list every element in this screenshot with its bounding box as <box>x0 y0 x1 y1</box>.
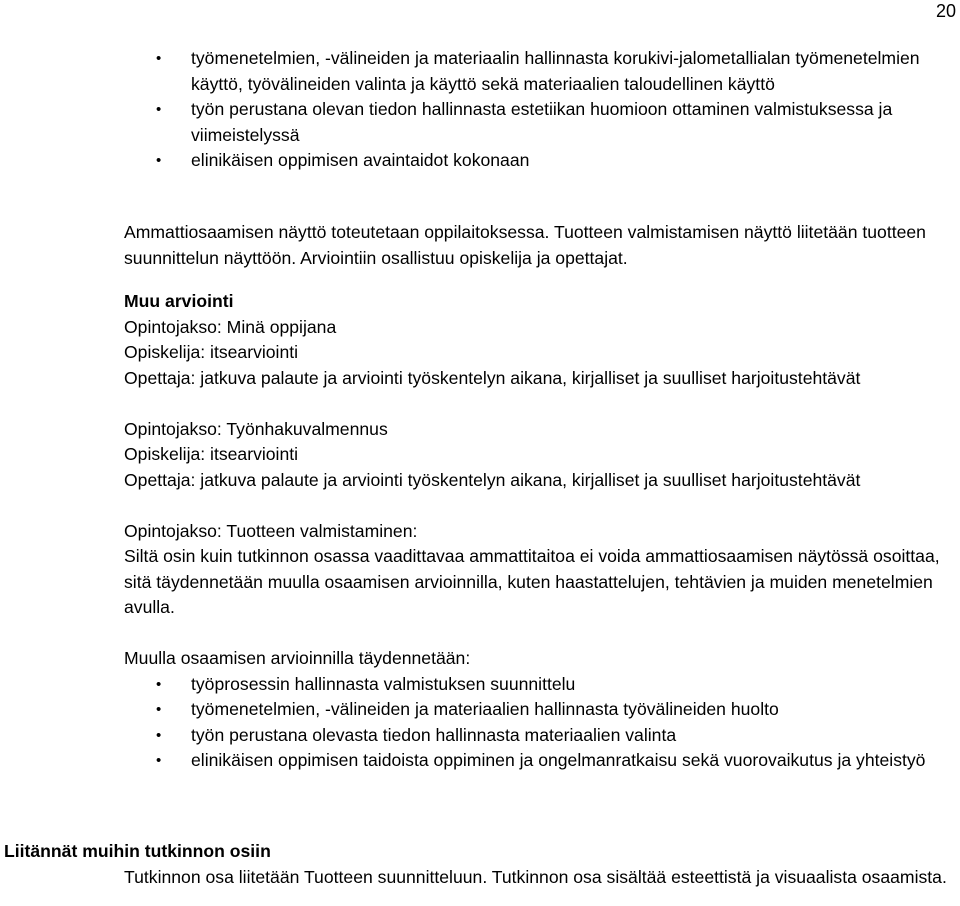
list-item-text: elinikäisen oppimisen avaintaidot kokonaan <box>191 150 530 170</box>
list-item-text: työn perustana olevasta tiedon hallinnasta materiaalien valinta <box>191 724 677 745</box>
block2-line3: Opettaja: jatkuva palaute ja arviointi työskentelyn aikana, kirjalliset ja suulliset harjoitustehtävät <box>124 469 861 490</box>
list-item-text: työn perustana olevan tiedon hallinnasta estetiikan huomioon ottaminen valmistuksessa ja viimeistelyssä <box>191 99 893 145</box>
ammattiosaaminen-paragraph: Ammattiosaamisen näyttö toteutetaan oppilaitoksessa. Tuotteen valmistamisen näyttö liitetään tuotteen suunnittelun näyttöön. Arviointiin osallistuu opiskelija ja opettajat. <box>124 222 926 268</box>
section-heading-muu-arviointi: Muu arviointi <box>124 291 234 311</box>
block2-line1: Opintojakso: Työnhakuvalmennus <box>124 418 388 439</box>
list-item <box>0 748 960 774</box>
list-item-text: työprosessin hallinnasta valmistuksen suunnittelu <box>191 673 576 694</box>
bullet-icon: • <box>156 101 162 118</box>
bullet-icon: • <box>156 752 162 769</box>
liitannat-text: Tutkinnon osa liitetään Tuotteen suunnitteluun. Tutkinnon osa sisältää esteettistä ja visuaalista osaamista. <box>124 866 947 887</box>
spacer <box>0 493 960 519</box>
section-heading-liitannat: Liitännät muihin tutkinnon osiin <box>4 841 271 861</box>
list-item <box>0 97 960 148</box>
list-item-text: elinikäisen oppimisen taidoista oppiminen ja ongelmanratkaisu sekä vuorovaikutus ja yhteistyö <box>191 750 926 770</box>
supplement-bullet-list <box>0 672 960 774</box>
spacer <box>0 621 960 647</box>
block3-line2: Siltä osin kuin tutkinnon osassa vaadittavaa ammattitaitoa ei voida ammattiosaamisen näytössä osoittaa, sitä täydennetään muulla osaamisen arvioinnilla, kuten haastattelujen, tehtävien ja muiden menetelmien avulla. <box>124 546 940 617</box>
block2-line2: Opiskelija: itsearviointi <box>124 444 299 464</box>
list-item-text: työmenetelmien, -välineiden ja materiaalien hallinnasta työvälineiden huolto <box>191 699 779 719</box>
list-item-text: työmenetelmien, -välineiden ja materiaalin hallinnasta korukivi-jalometallialan työmenetelmien käyttö, työvälineiden valinta ja käyttö sekä materiaalien taloudellinen käyttö <box>191 48 920 94</box>
list-item <box>0 697 960 723</box>
bullet-icon: • <box>156 50 162 67</box>
block1-line1: Opintojakso: Minä oppijana <box>124 316 337 337</box>
bullet-icon: • <box>156 675 162 693</box>
bullet-icon: • <box>156 152 162 169</box>
supplement-intro: Muulla osaamisen arvioinnilla täydennetään: <box>124 648 471 668</box>
list-item <box>0 672 960 698</box>
list-item <box>0 723 960 749</box>
block1-line3: Opettaja: jatkuva palaute ja arviointi työskentelyn aikana, kirjalliset ja suulliset harjoitustehtävät <box>124 367 861 388</box>
list-item <box>0 46 960 97</box>
bullet-icon: • <box>156 701 162 718</box>
block1-line2: Opiskelija: itsearviointi <box>124 342 299 362</box>
block3-line1: Opintojakso: Tuotteen valmistaminen: <box>124 520 418 541</box>
liitannat-section <box>0 839 960 890</box>
bullet-icon: • <box>156 726 162 744</box>
spacer <box>0 391 960 417</box>
list-item <box>0 148 960 174</box>
page-number: 20 <box>935 1 956 21</box>
top-bullet-list <box>0 46 960 174</box>
muu-arviointi-section <box>0 289 960 774</box>
